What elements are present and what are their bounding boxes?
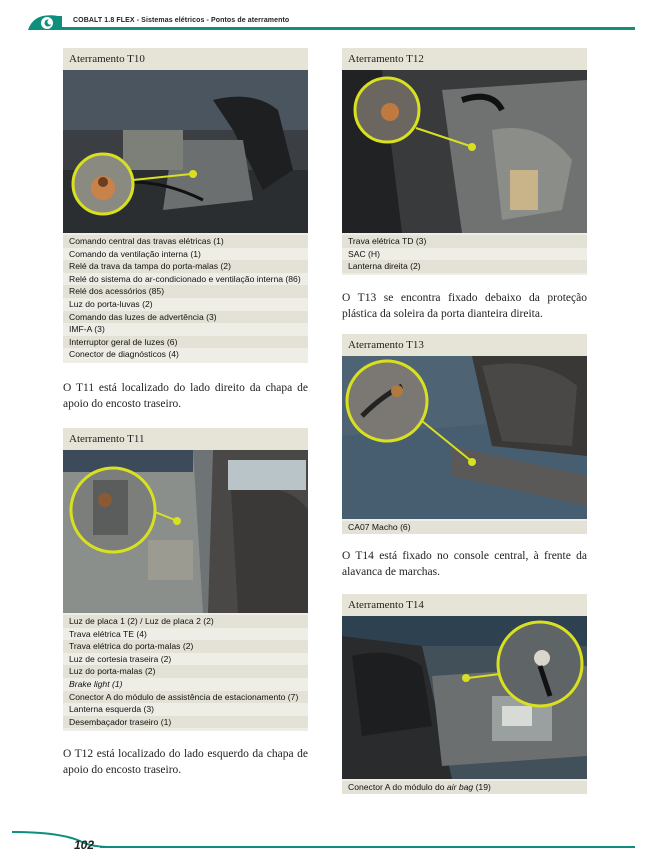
grounding-t14-list (342, 781, 587, 794)
list-item: Comando da ventilação interna (1) (63, 248, 308, 261)
grounding-t13-photo (342, 356, 587, 519)
running-header-title: COBALT 1.8 FLEX - Sistemas elétricos - Pontos de aterramento (73, 17, 290, 24)
list-item: Luz do porta-malas (2) (63, 665, 308, 678)
grounding-t13-list (342, 521, 587, 534)
grounding-t12-photo (342, 70, 587, 233)
list-item: Conector de diagnósticos (4) (63, 348, 308, 361)
grounding-t11-title: Aterramento T11 (63, 428, 308, 450)
list-item: Relé do sistema do ar-condicionado e ventilação interna (86) (63, 273, 308, 286)
list-item: Luz de placa 1 (2) / Luz de placa 2 (2) (63, 615, 308, 628)
page-header (0, 0, 645, 34)
page-number: 102 (74, 838, 95, 852)
grounding-t13-title: Aterramento T13 (342, 334, 587, 356)
grounding-t13-box (342, 334, 587, 534)
grounding-t10-title: Aterramento T10 (63, 48, 308, 70)
grounding-t12-title: Aterramento T12 (342, 48, 587, 70)
grounding-t10-photo (63, 70, 308, 233)
list-item: Conector A do módulo de assistência de estacionamento (7) (63, 691, 308, 704)
list-item: Lanterna esquerda (3) (63, 703, 308, 716)
grounding-t14-box (342, 594, 587, 794)
list-item: Relé da trava da tampa do porta-malas (2) (63, 260, 308, 273)
grounding-t14-title: Aterramento T14 (342, 594, 587, 616)
header-rule (60, 27, 635, 30)
list-item-prefix: Conector A do módulo do (348, 782, 447, 792)
list-item: Interruptor geral de luzes (6) (63, 336, 308, 349)
list-item: Lanterna direita (2) (342, 260, 587, 273)
list-item: Trava elétrica TE (4) (63, 628, 308, 641)
grounding-t12-list (342, 235, 587, 273)
footer-curve-ornament (12, 830, 112, 852)
list-item: Luz de cortesia traseira (2) (63, 653, 308, 666)
list-item: Trava elétrica TD (3) (342, 235, 587, 248)
list-item: Comando das luzes de advertência (3) (63, 311, 308, 324)
paragraph-t14: O T14 está fixado no console central, à frente da alavanca de marchas. (342, 550, 587, 578)
list-item: Luz do porta-luvas (2) (63, 298, 308, 311)
brand-logo-icon (28, 10, 62, 32)
footer-rule (100, 846, 635, 848)
list-item: Trava elétrica do porta-malas (2) (63, 640, 308, 653)
grounding-t14-photo (342, 616, 587, 779)
list-item: Brake light (1) (63, 678, 308, 691)
list-item: CA07 Macho (6) (342, 521, 587, 534)
list-item (342, 781, 587, 794)
list-item: Desembaçador traseiro (1) (63, 716, 308, 729)
grounding-t10-list (63, 235, 308, 361)
list-item-suffix: (19) (473, 782, 491, 792)
list-item-italic: air bag (446, 782, 474, 792)
paragraph-t12: O T12 está localizado do lado esquerdo da chapa de apoio do encosto traseiro. (63, 748, 308, 776)
paragraph-t11: O T11 está localizado do lado direito da chapa de apoio do encosto traseiro. (63, 382, 308, 410)
grounding-t10-box (63, 48, 308, 363)
grounding-t11-photo (63, 450, 308, 613)
grounding-t11-list (63, 615, 308, 728)
list-item: Comando central das travas elétricas (1) (63, 235, 308, 248)
list-item: SAC (H) (342, 248, 587, 261)
list-item: Relé dos acessórios (85) (63, 285, 308, 298)
grounding-t11-box (63, 428, 308, 731)
grounding-t12-box (342, 48, 587, 275)
list-item: IMF-A (3) (63, 323, 308, 336)
paragraph-t13: O T13 se encontra fixado debaixo da proteção plástica da soleira da porta dianteira direita. (342, 292, 587, 320)
